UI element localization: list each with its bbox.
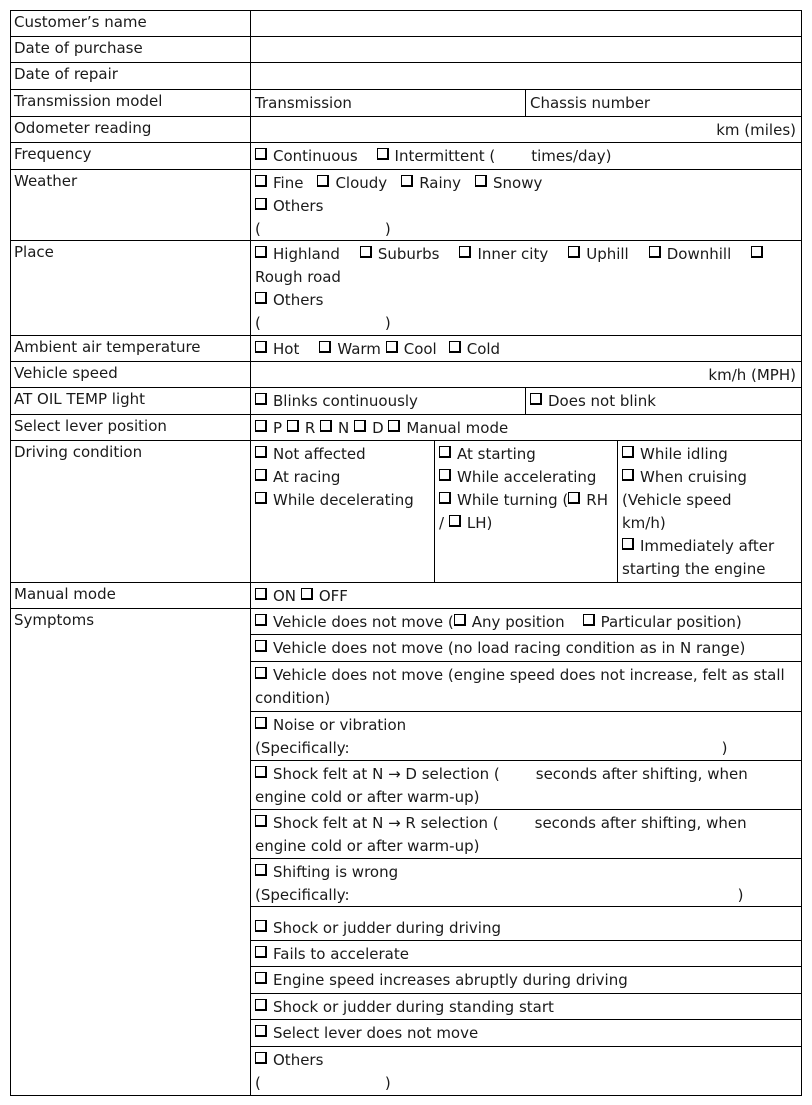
vehicle-speed-field[interactable] [251, 361, 801, 387]
downhill-label: Downhill [666, 245, 732, 263]
any-position-label: Any position [471, 613, 565, 631]
symptoms-label: Symptoms [14, 611, 95, 629]
close-paren: ) [384, 314, 391, 332]
symptom-8-checkbox[interactable] [255, 920, 267, 932]
hot-label: Hot [273, 340, 300, 358]
symptom-12-label: Select lever does not move [273, 1024, 479, 1042]
d-checkbox[interactable] [354, 420, 366, 432]
ambient-row [10, 335, 802, 361]
transmission-model-row [10, 89, 802, 116]
customer-name-label: Customer’s name [14, 13, 147, 31]
weather-others-field[interactable] [255, 218, 797, 241]
symptom-3-label: Vehicle does not move (engine speed does not increase, felt as stall [273, 666, 785, 684]
manual-mode-label: Manual mode [14, 585, 116, 603]
blinks-continuously-checkbox[interactable] [255, 393, 267, 405]
highland-checkbox[interactable] [255, 246, 267, 258]
does-not-blink-label: Does not blink [548, 392, 656, 410]
weather-row [10, 169, 802, 240]
on-label: ON [273, 587, 297, 605]
purchase-date-row [10, 36, 802, 62]
at-racing-checkbox[interactable] [255, 469, 267, 481]
idling-checkbox[interactable] [622, 446, 634, 458]
customer-name-row [10, 10, 802, 36]
driving-condition-label: Driving condition [14, 443, 143, 461]
inner-city-label: Inner city [477, 245, 549, 263]
continuous-label: Continuous [273, 147, 358, 165]
immediately-after-checkbox[interactable] [622, 538, 634, 550]
transmission-field[interactable] [251, 89, 525, 116]
symptom-10-checkbox[interactable] [255, 972, 267, 984]
symptom-13-label: Others [273, 1051, 324, 1069]
times-per-day-label: times/day) [531, 147, 612, 165]
immediately-after-label: Immediately after [640, 537, 775, 555]
symptom-8-label: Shock or judder during driving [273, 919, 501, 937]
driving-condition-row [10, 440, 802, 582]
specifically-label: (Specifically: [255, 739, 350, 757]
symptom-9-checkbox[interactable] [255, 946, 267, 958]
cruising-speed-unit[interactable]: km/h) [622, 514, 666, 532]
snowy-checkbox[interactable] [475, 175, 487, 187]
inner-city-checkbox[interactable] [459, 246, 471, 258]
place-others-field[interactable] [255, 312, 797, 335]
symptom-item [251, 661, 801, 711]
cloudy-checkbox[interactable] [317, 175, 329, 187]
symptom-6-checkbox[interactable] [255, 815, 267, 827]
suburbs-label: Suburbs [377, 245, 440, 263]
uphill-checkbox[interactable] [568, 246, 580, 258]
continuous-checkbox[interactable] [255, 148, 267, 160]
repair-date-row [10, 62, 802, 89]
symptom-4-checkbox[interactable] [255, 717, 267, 729]
chassis-number-label: Chassis number [530, 94, 651, 112]
not-affected-checkbox[interactable] [255, 446, 267, 458]
shifting-specifics-field[interactable] [255, 884, 797, 907]
open-paren: ( [255, 1074, 261, 1092]
at-starting-label: At starting [457, 445, 536, 463]
symptom-item [251, 966, 801, 993]
r-label: R [304, 419, 316, 437]
rainy-checkbox[interactable] [401, 175, 413, 187]
lh-label: LH) [466, 514, 493, 532]
symptom-2-label: Vehicle does not move (no load racing condition as in N range) [273, 639, 746, 657]
close-paren: ) [384, 220, 391, 238]
manual-mode-row [10, 582, 802, 608]
symptom-6-seconds: seconds after shifting, when [534, 814, 747, 832]
symptom-10-label: Engine speed increases abruptly during driving [273, 971, 628, 989]
uphill-label: Uphill [586, 245, 629, 263]
rough-road-checkbox[interactable] [751, 246, 763, 258]
slash: / [439, 514, 445, 532]
manual-mode-option-label: Manual mode [406, 419, 509, 437]
r-checkbox[interactable] [287, 420, 299, 432]
ambient-label: Ambient air temperature [14, 338, 201, 356]
symptom-item [251, 858, 801, 906]
place-others-checkbox[interactable] [255, 292, 267, 304]
odometer-label: Odometer reading [14, 119, 152, 137]
odometer-unit: km (miles) [716, 121, 796, 139]
at-oil-temp-row [10, 387, 802, 414]
cool-label: Cool [403, 340, 437, 358]
place-others-label: Others [273, 291, 324, 309]
open-paren: ( [255, 314, 261, 332]
symptom-item [251, 608, 801, 634]
rough-road-label: Rough road [255, 268, 341, 286]
symptom-item [251, 1046, 801, 1095]
symptom-12-checkbox[interactable] [255, 1025, 267, 1037]
accelerating-checkbox[interactable] [439, 469, 451, 481]
manual-mode-checkbox[interactable] [388, 420, 400, 432]
symptom-3-label-cont: condition) [255, 689, 331, 707]
off-label: OFF [318, 587, 348, 605]
symptom-13-checkbox[interactable] [255, 1052, 267, 1064]
suburbs-checkbox[interactable] [360, 246, 372, 258]
symptom-11-checkbox[interactable] [255, 999, 267, 1011]
noise-specifics-field[interactable] [255, 737, 797, 760]
any-position-checkbox[interactable] [454, 614, 466, 626]
purchase-date-label: Date of purchase [14, 39, 143, 57]
close-paren: ) [721, 739, 728, 757]
symptom-item [251, 634, 801, 661]
customer-name-field[interactable] [251, 10, 801, 36]
repair-date-field[interactable] [251, 62, 801, 89]
cruising-label: When cruising [640, 468, 747, 486]
symptom-item [251, 940, 801, 966]
chassis-number-field[interactable] [526, 89, 801, 116]
n-checkbox[interactable] [320, 420, 332, 432]
idling-label: While idling [640, 445, 728, 463]
intermittent-checkbox[interactable] [377, 148, 389, 160]
row-border [10, 1095, 802, 1096]
cool-checkbox[interactable] [386, 341, 398, 353]
symptom-6-label: Shock felt at N → R selection ( [273, 814, 499, 832]
close-paren: ) [737, 886, 744, 904]
cruising-checkbox[interactable] [622, 469, 634, 481]
specifically-label: (Specifically: [255, 886, 350, 904]
p-checkbox[interactable] [255, 420, 267, 432]
symptom-2-checkbox[interactable] [255, 640, 267, 652]
turning-label: While turning ( [457, 491, 569, 509]
symptom-others-field[interactable] [255, 1072, 797, 1095]
accelerating-label: While accelerating [457, 468, 597, 486]
symptom-item [251, 711, 801, 760]
intermittent-label: Intermittent ( [394, 147, 496, 165]
p-label: P [273, 419, 283, 437]
downhill-checkbox[interactable] [649, 246, 661, 258]
symptom-7-checkbox[interactable] [255, 864, 267, 876]
off-checkbox[interactable] [301, 588, 313, 600]
symptom-5-checkbox[interactable] [255, 766, 267, 778]
symptom-3-checkbox[interactable] [255, 667, 267, 679]
symptom-5-label: Shock felt at N → D selection ( [273, 765, 500, 783]
cloudy-label: Cloudy [335, 174, 388, 192]
place-row [10, 240, 802, 335]
symptom-item [251, 760, 801, 809]
particular-position-label: Particular position) [600, 613, 742, 631]
weather-others-label: Others [273, 197, 324, 215]
particular-position-checkbox[interactable] [583, 614, 595, 626]
frequency-row [10, 142, 802, 169]
does-not-blink-checkbox[interactable] [530, 393, 542, 405]
symptom-item [251, 914, 801, 940]
symptom-4-label: Noise or vibration [273, 716, 407, 734]
warm-label: Warm [337, 340, 381, 358]
vehicle-speed-unit: km/h (MPH) [708, 366, 796, 384]
at-racing-label: At racing [273, 468, 341, 486]
turning-checkbox[interactable] [439, 492, 451, 504]
symptom-item [251, 809, 801, 858]
transmission-label: Transmission [255, 94, 352, 112]
repair-date-label: Date of repair [14, 65, 118, 83]
warm-checkbox[interactable] [319, 341, 331, 353]
repair-inquiry-form [10, 10, 802, 1096]
cold-label: Cold [466, 340, 501, 358]
decelerating-label: While decelerating [273, 491, 414, 509]
transmission-model-label: Transmission model [14, 92, 163, 110]
symptom-7-label: Shifting is wrong [273, 863, 399, 881]
rh-label: RH [586, 491, 608, 509]
symptom-item [251, 993, 801, 1019]
weather-label: Weather [14, 172, 78, 190]
frequency-label: Frequency [14, 145, 92, 163]
vehicle-speed-row [10, 361, 802, 387]
odometer-row [10, 116, 802, 142]
fine-label: Fine [273, 174, 304, 192]
symptom-5-label-cont: engine cold or after warm-up) [255, 788, 480, 806]
at-starting-checkbox[interactable] [439, 446, 451, 458]
cold-checkbox[interactable] [449, 341, 461, 353]
cruising-speed-open: (Vehicle speed [622, 491, 732, 509]
on-checkbox[interactable] [255, 588, 267, 600]
open-paren: ( [255, 220, 261, 238]
place-label: Place [14, 243, 54, 261]
fine-checkbox[interactable] [255, 175, 267, 187]
symptom-5-seconds: seconds after shifting, when [535, 765, 748, 783]
blinks-continuously-label: Blinks continuously [273, 392, 418, 410]
symptoms-row [10, 608, 802, 1095]
hot-checkbox[interactable] [255, 341, 267, 353]
lh-checkbox[interactable] [449, 515, 461, 527]
rh-checkbox[interactable] [568, 492, 580, 504]
symptom-11-label: Shock or judder during standing start [273, 998, 554, 1016]
vehicle-speed-label: Vehicle speed [14, 364, 118, 382]
symptom-6-label-cont: engine cold or after warm-up) [255, 837, 480, 855]
not-affected-label: Not affected [273, 445, 366, 463]
purchase-date-field[interactable] [251, 36, 801, 62]
rainy-label: Rainy [419, 174, 462, 192]
at-oil-temp-label: AT OIL TEMP light [14, 390, 146, 408]
starting-engine-label: starting the engine [622, 560, 766, 578]
decelerating-checkbox[interactable] [255, 492, 267, 504]
symptom-1-checkbox[interactable] [255, 614, 267, 626]
symptom-9-label: Fails to accelerate [273, 945, 409, 963]
weather-others-checkbox[interactable] [255, 198, 267, 210]
select-lever-row [10, 414, 802, 440]
close-paren: ) [384, 1074, 391, 1092]
symptom-1-label: Vehicle does not move ( [273, 613, 454, 631]
select-lever-label: Select lever position [14, 417, 167, 435]
snowy-label: Snowy [493, 174, 543, 192]
odometer-field[interactable] [251, 116, 801, 142]
highland-label: Highland [273, 245, 340, 263]
symptom-item [251, 1019, 801, 1046]
d-label: D [372, 419, 384, 437]
n-label: N [338, 419, 350, 437]
